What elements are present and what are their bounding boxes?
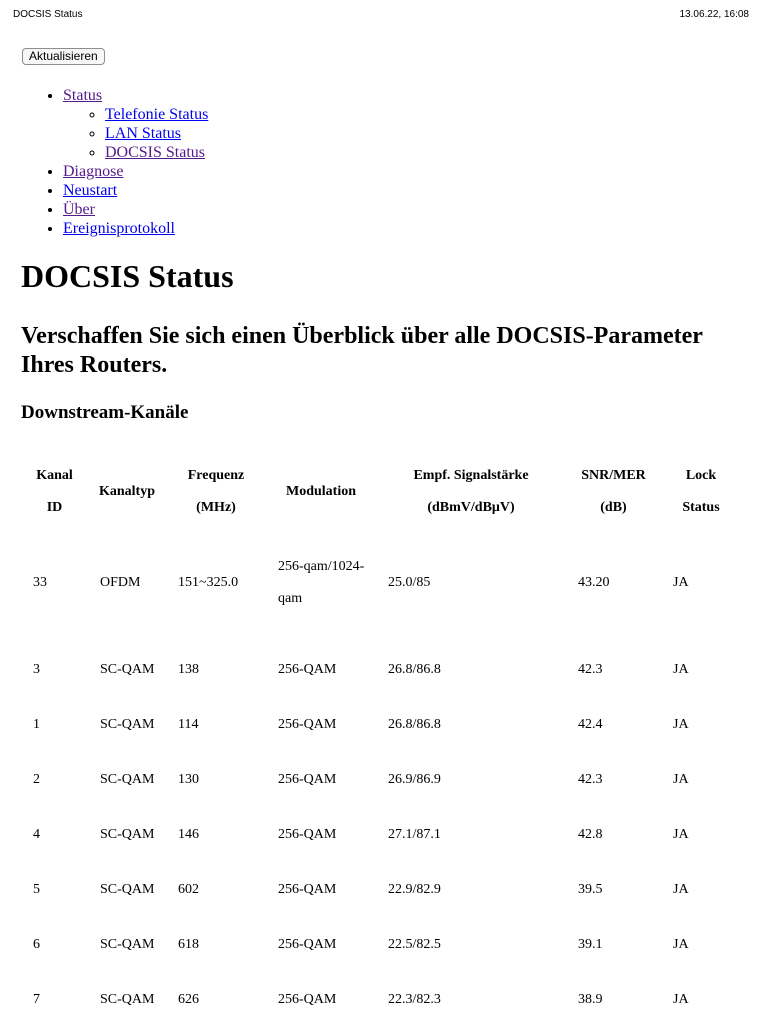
cell-frequenz: 130: [178, 771, 199, 787]
cell-lock-status: JA: [673, 991, 689, 1007]
cell-frequenz: 146: [178, 826, 199, 842]
cell-signalstaerke: 26.8/86.8: [388, 661, 441, 677]
cell-lock-status: JA: [673, 881, 689, 897]
print-header-title: DOCSIS Status: [13, 9, 83, 20]
table-row: [21, 972, 741, 1027]
cell-signalstaerke: 27.1/87.1: [388, 826, 441, 842]
cell-kanaltyp: SC-QAM: [100, 826, 155, 842]
cell-snr-mer: 42.4: [578, 716, 603, 732]
header-snr-mer: SNR/MER (dB): [581, 468, 646, 515]
cell-signalstaerke: 26.9/86.9: [388, 771, 441, 787]
cell-snr-mer: 38.9: [578, 991, 603, 1007]
cell-kanaltyp: SC-QAM: [100, 881, 155, 897]
table-header-row: [21, 460, 741, 524]
cell-kanaltyp: SC-QAM: [100, 936, 155, 952]
header-kanaltyp: Kanaltyp: [98, 484, 155, 499]
cell-signalstaerke: 25.0/85: [388, 575, 431, 590]
cell-kanaltyp: SC-QAM: [100, 991, 155, 1007]
table-row: [21, 807, 741, 862]
cell-kanal-id: 4: [33, 826, 40, 842]
cell-kanaltyp: SC-QAM: [100, 771, 155, 787]
cell-kanal-id: 5: [33, 881, 40, 897]
status-submenu: [63, 105, 208, 162]
nav-link-diagnose[interactable]: Diagnose: [63, 163, 124, 180]
cell-lock-status: JA: [673, 826, 689, 842]
cell-modulation: 256-QAM: [278, 881, 337, 897]
cell-signalstaerke: 22.3/82.3: [388, 991, 441, 1007]
cell-lock-status: JA: [673, 575, 689, 590]
cell-lock-status: JA: [673, 716, 689, 732]
header-kanal-id: Kanal ID: [36, 468, 73, 515]
table-row: [21, 524, 741, 642]
cell-kanaltyp: SC-QAM: [100, 661, 155, 677]
section-title-downstream: Downstream-Kanäle: [21, 402, 189, 423]
cell-signalstaerke: 26.8/86.8: [388, 716, 441, 732]
print-header: [0, 0, 761, 28]
main-nav: [21, 86, 208, 238]
cell-frequenz: 114: [178, 716, 199, 732]
cell-snr-mer: 42.3: [578, 661, 603, 677]
cell-modulation: 256-QAM: [278, 826, 337, 842]
print-header-datetime: 13.06.22, 16:08: [679, 9, 749, 20]
cell-kanal-id: 2: [33, 771, 40, 787]
cell-modulation: 256-QAM: [278, 991, 337, 1007]
cell-kanaltyp: OFDM: [100, 575, 141, 590]
cell-modulation: 256-QAM: [278, 771, 337, 787]
table-row: [21, 862, 741, 917]
header-frequenz: Frequenz (MHz): [187, 468, 245, 515]
table-row: [21, 917, 741, 972]
table-row: [21, 697, 741, 752]
nav-link-telefonie-status[interactable]: Telefonie Status: [105, 106, 209, 123]
refresh-button[interactable]: Aktualisieren: [22, 48, 105, 65]
cell-lock-status: JA: [673, 771, 689, 787]
cell-modulation: 256-qam/1024-qam: [278, 559, 365, 606]
cell-kanal-id: 3: [33, 661, 40, 677]
nav-link-docsis-status[interactable]: DOCSIS Status: [105, 144, 206, 161]
cell-snr-mer: 39.1: [578, 936, 603, 952]
header-signalstaerke: Empf. Signalstärke (dBmV/dBμV): [413, 468, 529, 515]
cell-modulation: 256-QAM: [278, 936, 337, 952]
cell-modulation: 256-QAM: [278, 716, 337, 732]
page-subtitle: Verschaffen Sie sich einen Überblick über alle DOCSIS-Parameter Ihres Routers.: [21, 323, 703, 378]
page-title: DOCSIS Status: [21, 258, 234, 294]
nav-link-lan-status[interactable]: LAN Status: [105, 125, 181, 142]
cell-snr-mer: 42.8: [578, 826, 603, 842]
cell-lock-status: JA: [673, 661, 689, 677]
cell-lock-status: JA: [673, 936, 689, 952]
cell-signalstaerke: 22.5/82.5: [388, 936, 441, 952]
cell-frequenz: 618: [178, 936, 199, 952]
cell-signalstaerke: 22.9/82.9: [388, 881, 441, 897]
header-lock-status: Lock Status: [682, 468, 720, 515]
cell-kanal-id: 7: [33, 991, 40, 1007]
cell-modulation: 256-QAM: [278, 661, 337, 677]
cell-frequenz: 626: [178, 991, 199, 1007]
table-body: [21, 524, 741, 1027]
nav-link-status[interactable]: Status: [63, 87, 103, 104]
downstream-table: [21, 460, 741, 1027]
cell-snr-mer: 39.5: [578, 881, 603, 897]
table-row: [21, 642, 741, 697]
nav-link-neustart[interactable]: Neustart: [63, 182, 118, 199]
table-row: [21, 752, 741, 807]
header-modulation: Modulation: [285, 484, 356, 499]
cell-kanaltyp: SC-QAM: [100, 716, 155, 732]
cell-frequenz: 602: [178, 881, 199, 897]
nav-link-ereignisprotokoll[interactable]: Ereignisprotokoll: [63, 220, 175, 237]
nav-item-status: [63, 86, 208, 162]
cell-kanal-id: 33: [33, 575, 47, 590]
cell-snr-mer: 42.3: [578, 771, 603, 787]
nav-link-ueber[interactable]: Über: [63, 201, 95, 218]
cell-kanal-id: 6: [33, 936, 40, 952]
cell-frequenz: 138: [178, 661, 199, 677]
cell-frequenz: 151~325.0: [178, 575, 239, 590]
cell-kanal-id: 1: [33, 716, 40, 732]
cell-snr-mer: 43.20: [578, 575, 610, 590]
